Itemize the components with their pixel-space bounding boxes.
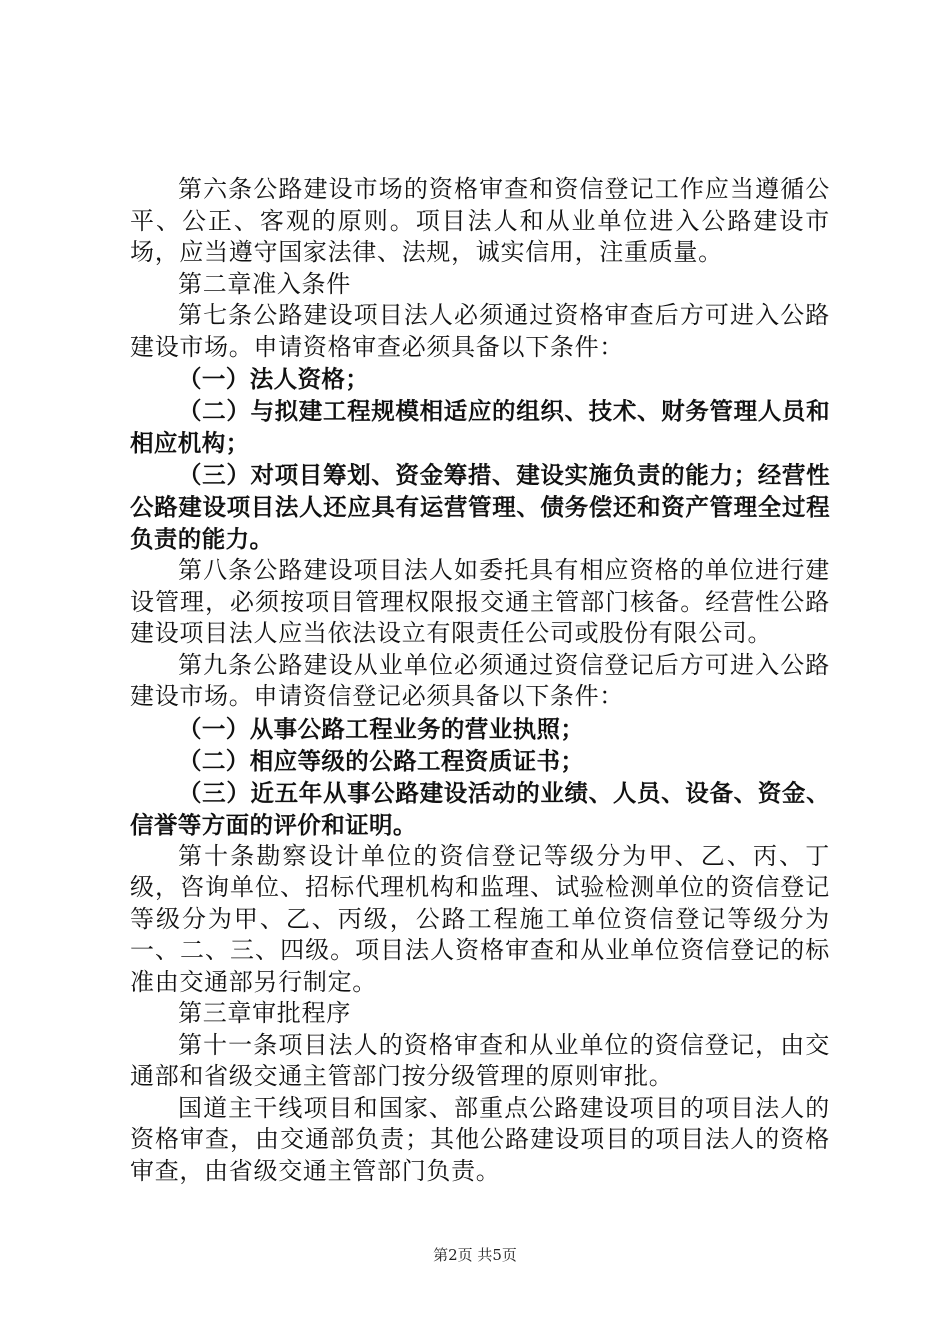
chapter-heading-3: 第三章审批程序 [178, 999, 351, 1027]
condition-item-1: （一）法人资格； [178, 365, 370, 393]
condition-item-2: （二）与拟建工程规模相适应的组织、技术、财务管理人员和相应机构； [130, 397, 830, 457]
paragraph-article-11: 第十一条项目法人的资格审查和从业单位的资信登记，由交通部和省级交通主管部门按分级管理的原则审批。 [130, 1030, 830, 1090]
paragraph-approval-authority: 国道主干线项目和国家、部重点公路建设项目的项目法人的资格审查，由交通部负责；其他公路建设项目的项目法人的资格审查，由省级交通主管部门负责。 [130, 1093, 830, 1185]
document-body [130, 174, 830, 1187]
registration-item-2: （二）相应等级的公路工程资质证书； [178, 746, 585, 775]
registration-item-1: （一）从事公路工程业务的营业执照； [178, 714, 585, 743]
condition-item-3: （三）对项目筹划、资金筹措、建设实施负责的能力；经营性公路建设项目法人还应具有运营管理、债务偿还和资产管理全过程负责的能力。 [130, 461, 830, 553]
page-footer: 第2页 共5页 [433, 1246, 517, 1264]
paragraph-article-9: 第九条公路建设从业单位必须通过资信登记后方可进入公路建设市场。申请资信登记必须具备以下条件： [130, 650, 830, 710]
registration-item-3: （三）近五年从事公路建设活动的业绩、人员、设备、资金、信誉等方面的评价和证明。 [130, 778, 830, 839]
paragraph-article-8: 第八条公路建设项目法人如委托具有相应资格的单位进行建设管理，必须按项目管理权限报交通主管部门核备。经营性公路建设项目法人应当依法设立有限责任公司或股份有限公司。 [130, 556, 830, 647]
paragraph-article-10: 第十条勘察设计单位的资信登记等级分为甲、乙、丙、丁级，咨询单位、招标代理机构和监理、试验检测单位的资信登记等级分为甲、乙、丙级，公路工程施工单位资信登记等级分为一、二、三、四级。项目法人资格审查和从业单位资信登记的标准由交通部另行制定。 [130, 841, 830, 996]
chapter-heading-2: 第二章准入条件 [178, 269, 351, 298]
paragraph-article-7: 第七条公路建设项目法人必须通过资格审查后方可进入公路建设市场。申请资格审查必须具备以下条件： [130, 301, 830, 361]
paragraph-article-6: 第六条公路建设市场的资格审查和资信登记工作应当遵循公平、公正、客观的原则。项目法人和从业单位进入公路建设市场，应当遵守国家法律、法规，诚实信用，注重质量。 [130, 175, 830, 266]
